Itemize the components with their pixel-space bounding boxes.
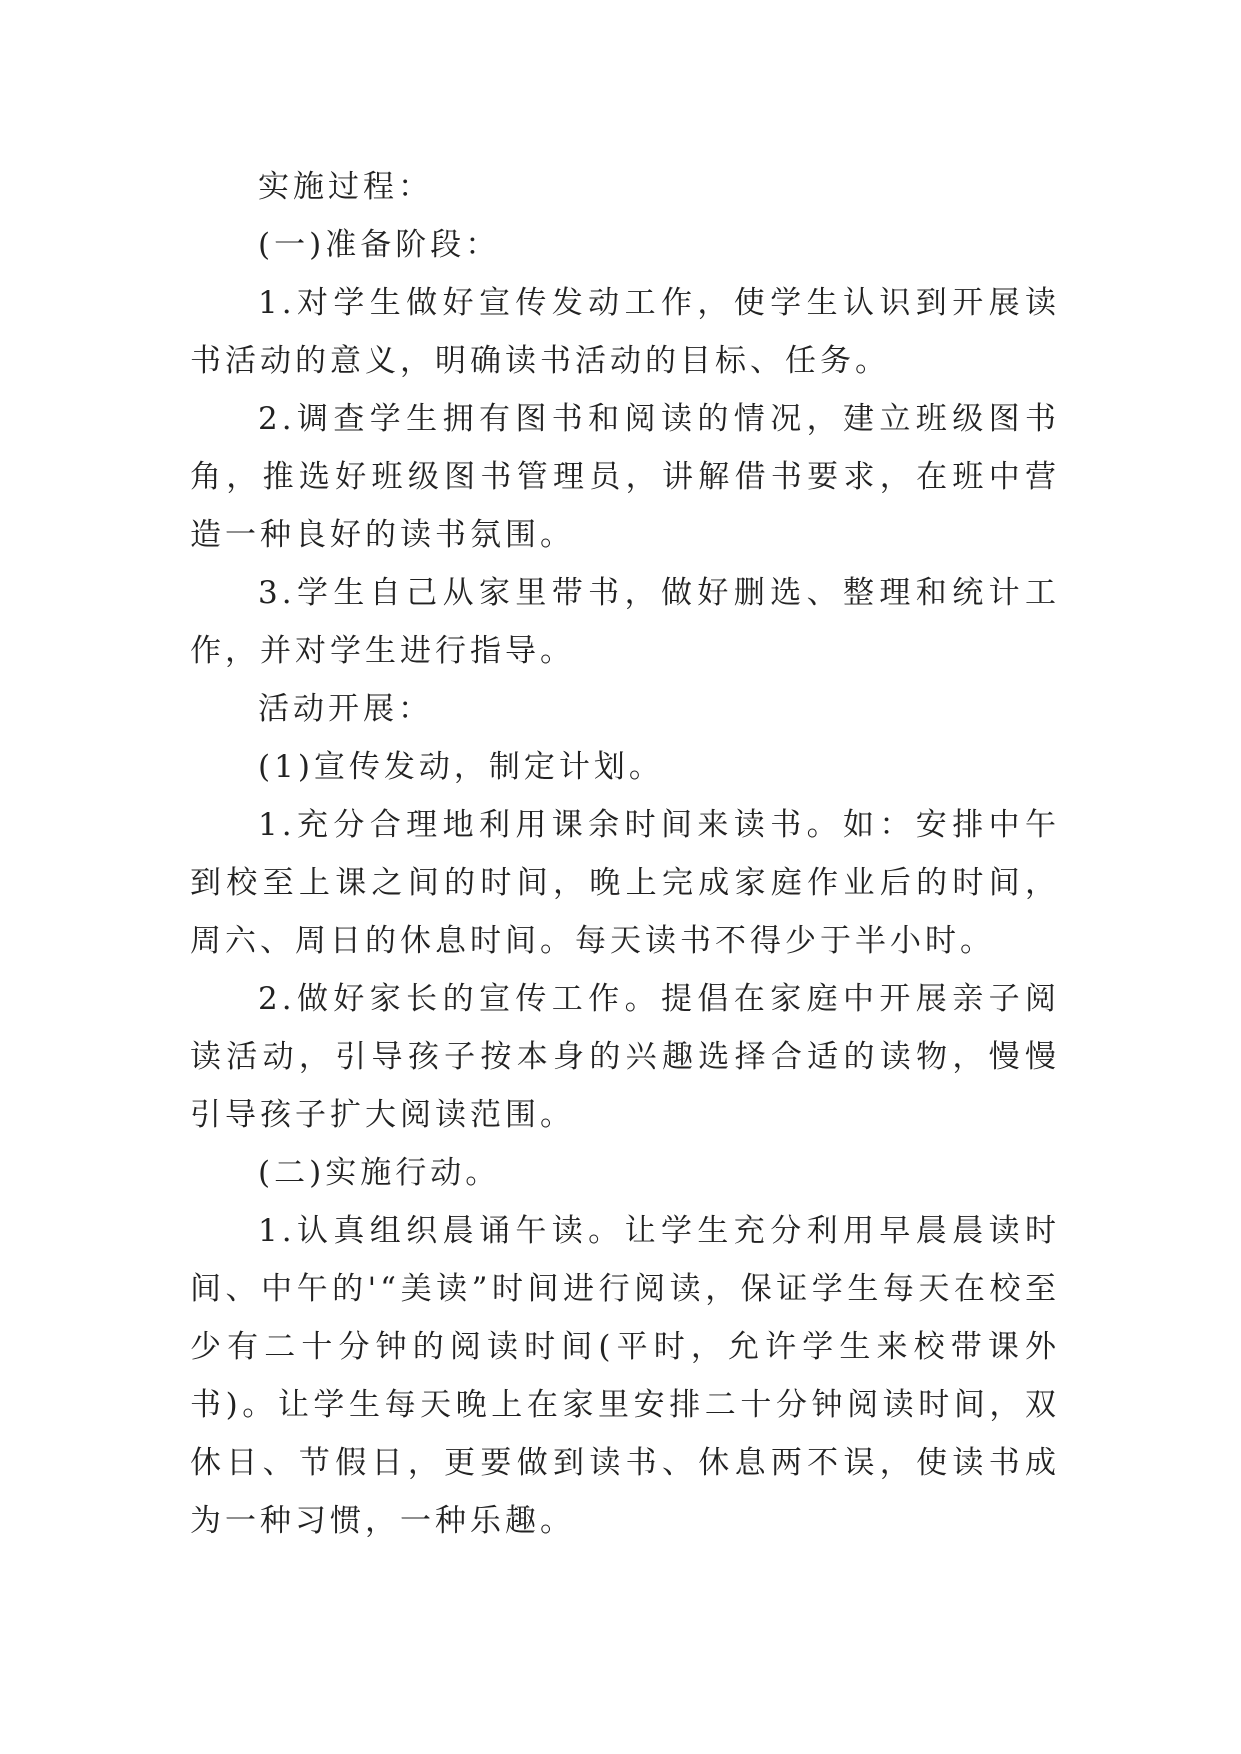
paragraph-prep-item-3: 3.学生自己从家里带书，做好删选、整理和统计工作，并对学生进行指导。 [190, 575, 1060, 669]
heading-implementation-process: 实施过程： [258, 169, 433, 205]
paragraph-prep-item-1: 1.对学生做好宣传发动工作，使学生认识到开展读书活动的意义，明确读书活动的目标、任务。 [190, 285, 1060, 379]
heading-activity-development: 活动开展： [258, 691, 433, 727]
paragraph-activity-item-2: 2.做好家长的宣传工作。提倡在家庭中开展亲子阅读活动，引导孩子按本身的兴趣选择合适的读物，慢慢引导孩子扩大阅读范围。 [190, 981, 1060, 1133]
document-body [190, 158, 1060, 1550]
heading-publicity-plan: (1)宣传发动，制定计划。 [258, 749, 664, 785]
paragraph-action-item-1: 1.认真组织晨诵午读。让学生充分利用早晨晨读时间、中午的'“美读”时间进行阅读，保证学生每天在校至少有二十分钟的阅读时间(平时，允许学生来校带课外书)。让学生每天晚上在家里安排二十分钟阅读时间，双休日、节假日，更要做到读书、休息两不误，使读书成为一种习惯，一种乐趣。 [190, 1213, 1060, 1539]
paragraph-prep-item-2: 2.调查学生拥有图书和阅读的情况，建立班级图书角，推选好班级图书管理员，讲解借书要求，在班中营造一种良好的读书氛围。 [190, 401, 1060, 553]
heading-preparation-stage: (一)准备阶段： [258, 227, 501, 263]
heading-implementation-action: (二)实施行动。 [258, 1155, 501, 1191]
paragraph-activity-item-1: 1.充分合理地利用课余时间来读书。如：安排中午到校至上课之间的时间，晚上完成家庭作业后的时间，周六、周日的休息时间。每天读书不得少于半小时。 [190, 807, 1060, 959]
